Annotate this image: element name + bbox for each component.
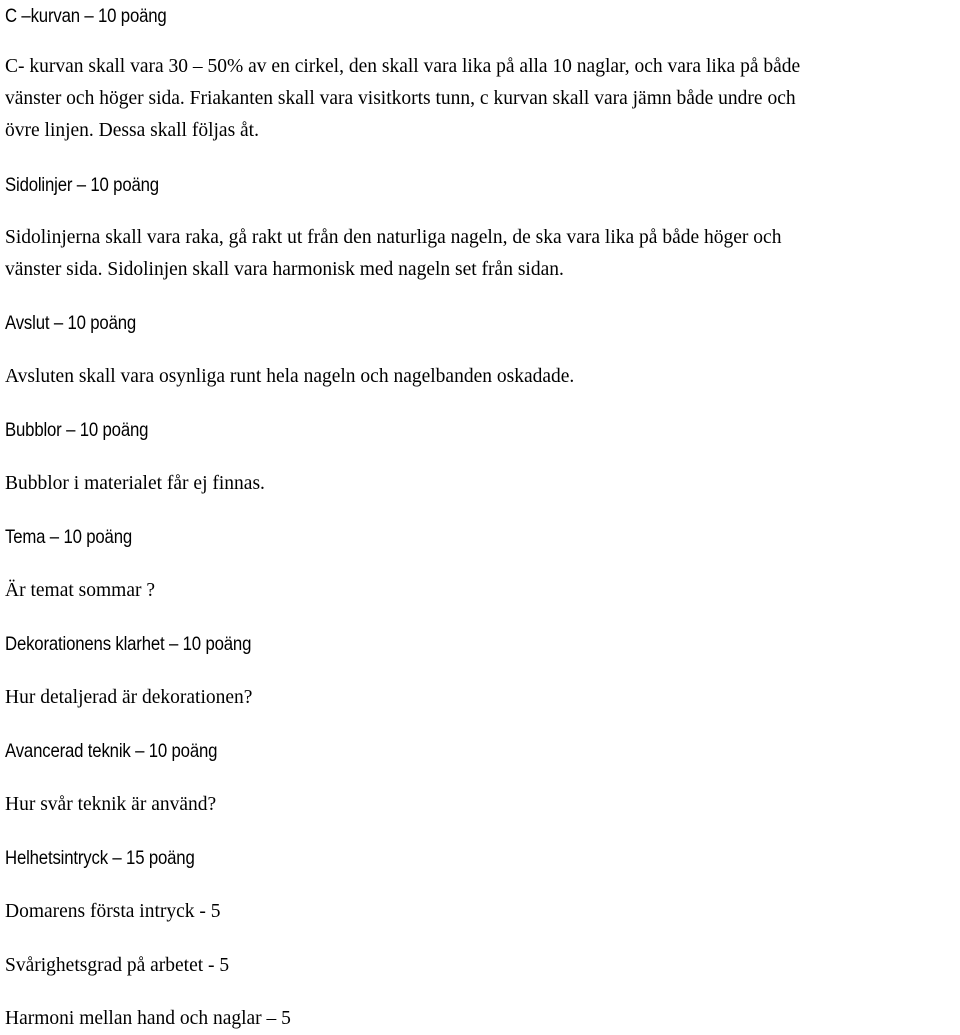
section-text-line: Harmoni mellan hand och naglar – 5 [5,1008,291,1029]
section-text-line: Avsluten skall vara osynliga runt hela nageln och nagelbanden oskadade. [5,366,575,387]
section-text-line: Är temat sommar ? [5,580,155,601]
section-text-line: vänster och höger sida. Friakanten skall vara visitkorts tunn, c kurvan skall vara jämn både undre och [5,88,796,109]
section-text-line: Domarens första intryck - 5 [5,901,221,922]
section-heading-avancerad-teknik: Avancerad teknik – 10 poäng [5,740,218,762]
section-text-line: Bubblor i materialet får ej finnas. [5,473,265,494]
section-text-line: Hur svår teknik är använd? [5,794,217,815]
section-heading-helhetsintryck: Helhetsintryck – 15 poäng [5,847,195,869]
section-heading-avslut: Avslut – 10 poäng [5,312,137,334]
section-heading-tema: Tema – 10 poäng [5,526,133,548]
section-text-line: vänster sida. Sidolinjen skall vara harmonisk med nageln set från sidan. [5,259,564,280]
section-heading-bubblor: Bubblor – 10 poäng [5,419,149,441]
section-heading-sidolinjer: Sidolinjer – 10 poäng [5,174,159,196]
section-heading-c-kurvan: C –kurvan – 10 poäng [5,5,167,27]
section-text-line: C- kurvan skall vara 30 – 50% av en cirkel, den skall vara lika på alla 10 naglar, och vara lika på både [5,56,801,77]
section-text-line: Hur detaljerad är dekorationen? [5,687,253,708]
section-heading-dekorationens-klarhet: Dekorationens klarhet – 10 poäng [5,633,252,655]
section-text-line: Sidolinjerna skall vara raka, gå rakt ut från den naturliga nageln, de ska vara lika på både höger och [5,227,782,248]
section-text-line: övre linjen. Dessa skall följas åt. [5,120,259,141]
section-text-line: Svårighetsgrad på arbetet - 5 [5,955,230,976]
